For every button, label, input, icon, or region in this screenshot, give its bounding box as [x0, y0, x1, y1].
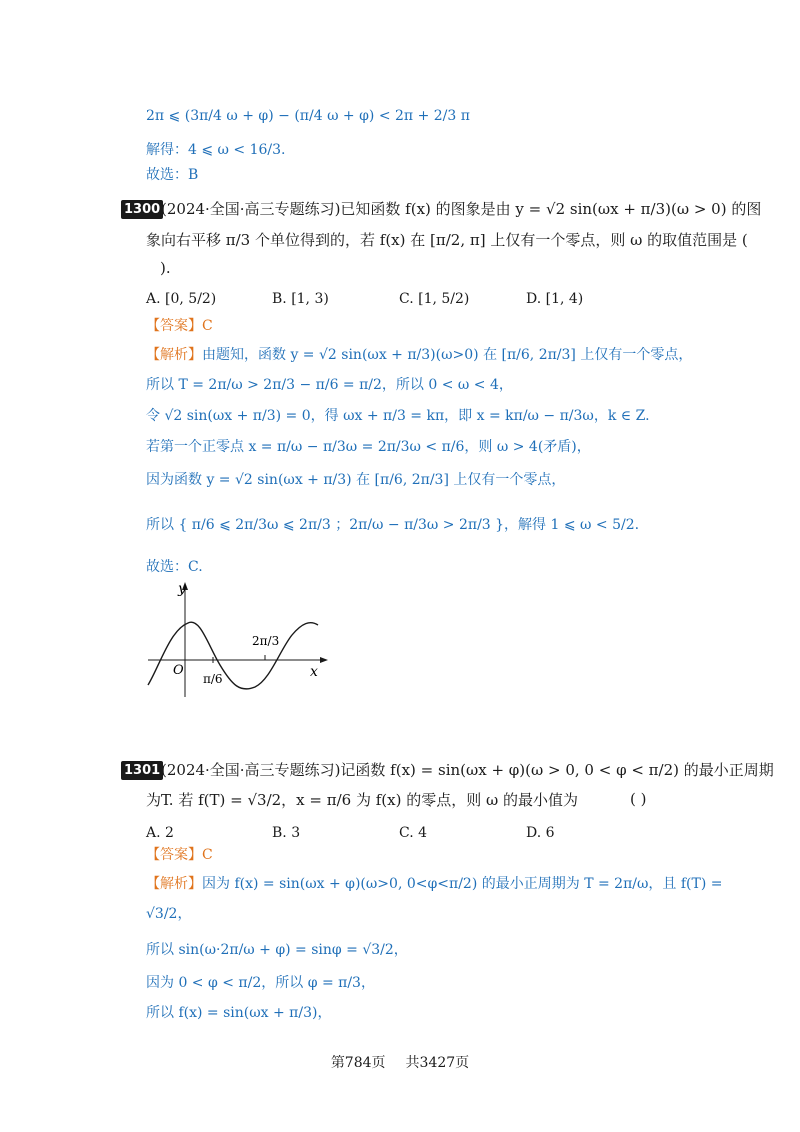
answer-parenthesis: ( ): [630, 790, 647, 808]
solution-line: 故选：B: [146, 167, 199, 183]
question-stem: 为T. 若 f(T) = √3/2，x = π/6 为 f(x) 的零点，则 ω 的最小值为: [146, 791, 578, 809]
analysis-line: [146, 874, 723, 894]
answer-value: C: [202, 847, 213, 863]
page-number: 第784页: [330, 1055, 386, 1071]
option-d: D. [1, 4): [526, 291, 584, 307]
option-d: D. 6: [526, 825, 555, 841]
analysis-line: 令 √2 sin(ωx + π/3) = 0，得 ωx + π/3 = kπ，即 x = kπ/ω − π/3ω，k ∈ Z.: [146, 408, 650, 424]
analysis-line: 若第一个正零点 x = π/ω − π/3ω = 2π/3ω < π/6，则 ω > 4(矛盾)，: [146, 439, 591, 455]
tick-label-2pi-3: 2π/3: [252, 634, 280, 648]
page-total: 共3427页: [405, 1055, 470, 1071]
option-b: B. [1, 3): [272, 291, 329, 307]
option-a: A. 2: [146, 825, 174, 841]
answer-line: [146, 316, 213, 336]
analysis-line: 因为函数 y = √2 sin(ωx + π/3) 在 [π/6, 2π/3] 上仅有一个零点，: [146, 472, 566, 488]
y-label: y: [178, 581, 186, 597]
question-stem: (2024·全国·高三专题练习)记函数 f(x) = sin(ωx + φ)(ω > 0, 0 < φ < π/2) 的最小正周期: [161, 761, 774, 779]
analysis-line: 所以 f(x) = sin(ωx + π/3)，: [146, 1005, 332, 1021]
analysis-line: 故选：C.: [146, 559, 203, 575]
x-axis-arrow: [320, 657, 328, 663]
option-b: B. 3: [272, 825, 301, 841]
question-number: 1300: [121, 200, 163, 219]
analysis-line: √3/2，: [146, 906, 192, 922]
answer-line: [146, 845, 213, 865]
answer-label: 【答案】: [146, 318, 202, 334]
analysis-line: 因为 0 < φ < π/2，所以 φ = π/3，: [146, 975, 375, 991]
sine-graph: [140, 575, 340, 700]
solution-line: 2π ⩽ (3π/4 ω + φ) − (π/4 ω + φ) < 2π + 2/3 π: [146, 108, 470, 124]
option-a: A. [0, 5/2): [146, 291, 217, 307]
analysis-line: [146, 345, 692, 365]
answer-value: C: [202, 318, 213, 334]
question-stem: (2024·全国·高三专题练习)已知函数 f(x) 的图象是由 y = √2 sin(ωx + π/3)(ω > 0) 的图: [161, 200, 762, 218]
analysis-label: 【解析】: [146, 876, 202, 892]
analysis-label: 【解析】: [146, 347, 202, 363]
solution-line: 解得：4 ⩽ ω < 16/3.: [146, 142, 286, 158]
analysis-line: 所以 { π/6 ⩽ 2π/3ω ⩽ 2π/3 ；2π/ω − π/3ω > 2π/3 }，解得 1 ⩽ ω < 5/2.: [146, 517, 640, 533]
option-c: C. 4: [399, 825, 428, 841]
question-number: 1301: [121, 761, 163, 780]
option-c: C. [1, 5/2): [399, 291, 470, 307]
analysis-line: 所以 sin(ω·2π/ω + φ) = sinφ = √3/2，: [146, 942, 408, 958]
x-label: x: [310, 664, 318, 680]
answer-label: 【答案】: [146, 847, 202, 863]
question-stem: ).: [160, 259, 171, 277]
tick-label-pi-6: π/6: [203, 672, 223, 686]
sine-curve: [148, 622, 318, 689]
origin-label: O: [173, 663, 184, 678]
question-stem: 象向右平移 π/3 个单位得到的，若 f(x) 在 [π/2, π] 上仅有一个零点，则 ω 的取值范围是 (: [146, 231, 748, 249]
page-footer: [0, 1052, 800, 1072]
analysis-line: 所以 T = 2π/ω > 2π/3 − π/6 = π/2，所以 0 < ω < 4，: [146, 377, 513, 393]
analysis-text: 由题知，函数 y = √2 sin(ωx + π/3)(ω>0) 在 [π/6, 2π/3] 上仅有一个零点，: [202, 347, 693, 363]
analysis-text: 因为 f(x) = sin(ωx + φ)(ω>0, 0<φ<π/2) 的最小正周期为 T = 2π/ω，且 f(T) =: [202, 876, 723, 892]
